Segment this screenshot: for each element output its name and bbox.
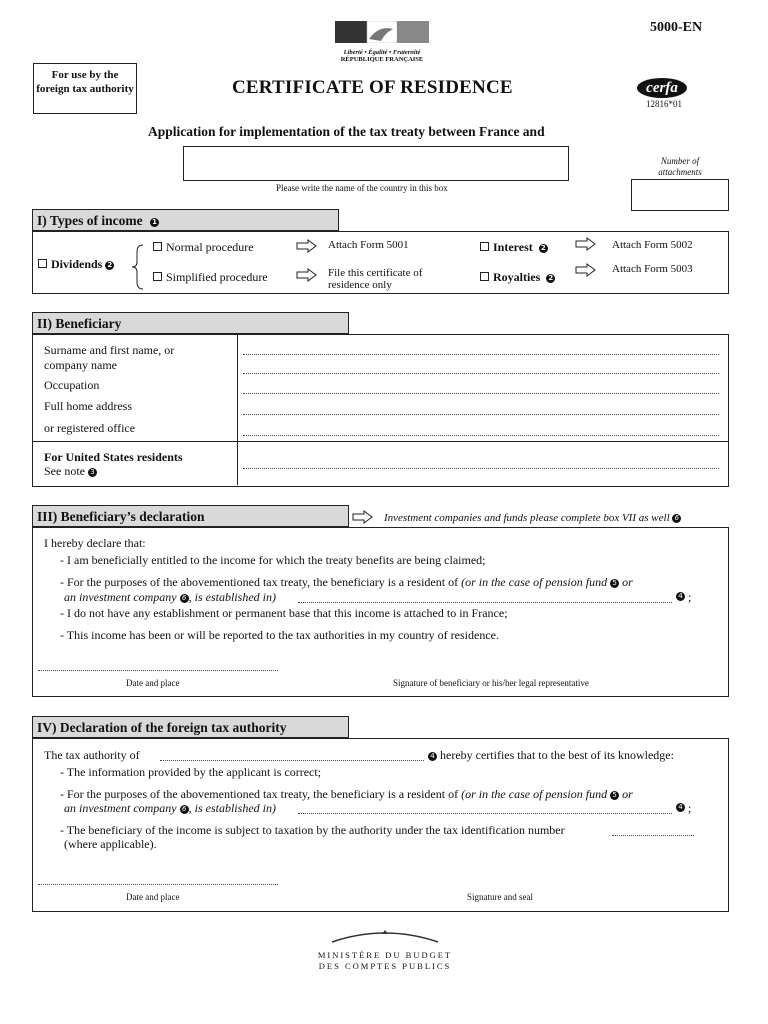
cerfa-number: 12816*01: [646, 99, 682, 109]
note-1-icon: 1: [150, 218, 159, 227]
arrow-right-icon: [296, 239, 318, 253]
logo-republic: RÉPUBLIQUE FRANÇAISE: [340, 56, 424, 63]
note-4-icon: 4: [428, 752, 437, 761]
tax-id-field[interactable]: [612, 834, 694, 836]
royalties-option[interactable]: [480, 270, 555, 285]
declare-intro: I hereby declare that:: [44, 536, 146, 550]
note-6-icon: 6: [180, 594, 189, 603]
authority-line-end: [428, 748, 674, 763]
attachments-input[interactable]: [631, 179, 729, 211]
authority-line-2-text: - For the purposes of the abovementioned tax treaty, the beneficiary is a resident of: [60, 787, 459, 801]
see-note: [44, 464, 97, 479]
section-2-divider-v: [237, 334, 238, 485]
dividends-checkbox[interactable]: [38, 259, 47, 268]
residence-country-field[interactable]: [298, 601, 672, 603]
note-4-icon: 4: [676, 592, 685, 601]
authority-line-2: [60, 787, 700, 802]
authority-line: [44, 748, 140, 763]
arrow-right-icon: [575, 263, 597, 277]
section-4-title: IV) Declaration of the foreign tax authority: [37, 720, 287, 735]
authority-residence-field[interactable]: [298, 812, 672, 814]
normal-procedure-checkbox[interactable]: [153, 242, 162, 251]
note-3-icon: 3: [88, 468, 97, 477]
ministry-arc-icon: [330, 930, 440, 944]
investment-note-text: Investment companies and funds please complete box VII as well: [384, 512, 670, 524]
dividends-label: Dividends: [51, 257, 103, 271]
note-2-icon: 2: [546, 274, 555, 283]
authority-line-3: - The beneficiary of the income is subject to taxation by the authority under the tax identification number: [60, 823, 565, 837]
cerfa-badge: [637, 78, 687, 98]
normal-procedure-label: Normal procedure: [166, 240, 254, 254]
simplified-procedure-option[interactable]: [153, 270, 268, 285]
signature-label-3: Signature of beneficiary or his/her legal representative: [393, 678, 589, 688]
date-place-field-4[interactable]: [38, 883, 278, 885]
attach-5003: Attach Form 5003: [612, 263, 693, 275]
surname-label: Surname and first name, or company name: [44, 343, 175, 372]
simplified-procedure-label: Simplified procedure: [166, 270, 268, 284]
declaration-line-3: - I do not have any establishment or permanent base that this income is attached to in France;: [60, 606, 508, 620]
ministry-line-1: MINISTÈRE DU BUDGET: [317, 950, 453, 960]
royalties-checkbox[interactable]: [480, 272, 489, 281]
note-5-icon: 5: [610, 579, 619, 588]
country-input[interactable]: [183, 146, 569, 181]
declaration-line-1: - I am beneficially entitled to the income for which the treaty benefits are being claimed;: [60, 553, 486, 567]
authority-line-b: hereby certifies that to the best of its knowledge:: [440, 748, 674, 762]
investment-company-text: an investment company: [64, 590, 177, 604]
interest-label: Interest: [493, 240, 533, 254]
section-4-header: [32, 716, 349, 738]
occupation-field[interactable]: [243, 392, 719, 394]
country-hint: Please write the name of the country in this box: [276, 183, 448, 193]
pension-fund-text: (or in the case of pension fund: [461, 575, 608, 589]
authority-line-3b: (where applicable).: [64, 837, 157, 851]
attach-5001: Attach Form 5001: [328, 239, 409, 251]
us-residents-field[interactable]: [243, 467, 719, 469]
address-field[interactable]: [243, 413, 719, 415]
authority-line-a: The tax authority of: [44, 748, 140, 762]
date-place-field-3[interactable]: [38, 669, 278, 671]
cerfa-label: cerfa: [646, 80, 678, 96]
section-1-title: I) Types of income: [37, 213, 143, 228]
semicolon: ;: [688, 590, 692, 604]
ministry-name: [290, 950, 480, 972]
marianne-logo: [335, 21, 429, 63]
semicolon: ;: [688, 801, 692, 815]
brace-icon: [130, 244, 144, 290]
dividends-option[interactable]: [38, 257, 114, 272]
declaration-line-2: [60, 575, 700, 590]
attachments-label: Number of attachments: [658, 156, 702, 177]
date-place-label-3: Date and place: [126, 678, 180, 688]
occupation-label: Occupation: [44, 378, 100, 392]
office-field[interactable]: [243, 434, 719, 436]
tricolor-emblem-icon: [335, 21, 429, 43]
page-title: CERTIFICATE OF RESIDENCE: [232, 77, 513, 98]
address-label: Full home address: [44, 399, 132, 413]
authority-line-1: - The information provided by the applicant is correct;: [60, 765, 322, 779]
section-2-divider-h: [32, 441, 728, 442]
investment-company-text: an investment company: [64, 801, 177, 815]
interest-checkbox[interactable]: [480, 242, 489, 251]
section-3-title: III) Beneficiary’s declaration: [37, 509, 205, 524]
signature-label-4: Signature and seal: [467, 892, 533, 902]
section-2-title: II) Beneficiary: [37, 316, 122, 331]
pension-fund-text: (or in the case of pension fund: [461, 787, 608, 801]
authority-note: For use by the foreign tax authority: [36, 69, 134, 95]
note-4-icon: 4: [676, 803, 685, 812]
section-3-header: [32, 505, 349, 527]
arrow-right-icon: [296, 268, 318, 282]
arrow-right-icon: [575, 237, 597, 251]
authority-country-field[interactable]: [160, 759, 424, 761]
established-text: , is established in): [188, 801, 276, 815]
investment-note: [384, 512, 681, 524]
or-text: or: [622, 787, 633, 801]
note-6-icon: 6: [180, 805, 189, 814]
note-2-icon: 2: [539, 244, 548, 253]
declaration-line-2-text: - For the purposes of the abovementioned tax treaty, the beneficiary is a resident of: [60, 575, 459, 589]
declaration-line-4: - This income has been or will be reported to the tax authorities in my country of residence.: [60, 628, 499, 642]
office-label: or registered office: [44, 421, 136, 435]
us-residents-label: For United States residents: [44, 450, 183, 464]
file-certificate-only: File this certificate of residence only: [328, 267, 423, 291]
declaration-line-2b: [64, 590, 276, 605]
note-5-icon: 5: [610, 791, 619, 800]
established-text: , is established in): [188, 590, 276, 604]
attach-5002: Attach Form 5002: [612, 239, 693, 251]
note-2-icon: 2: [105, 261, 114, 270]
cerfa-logo: [637, 78, 691, 114]
date-place-label-4: Date and place: [126, 892, 180, 902]
subtitle: Application for implementation of the tax treaty between France and: [148, 124, 545, 139]
company-field[interactable]: [243, 372, 719, 374]
royalties-label: Royalties: [493, 270, 541, 284]
surname-field[interactable]: [243, 353, 719, 355]
note-6-icon: 6: [672, 514, 681, 523]
section-1-header: [32, 209, 339, 231]
authority-note-box: [33, 63, 137, 114]
normal-procedure-option[interactable]: [153, 240, 254, 255]
see-note-label: See note: [44, 464, 85, 478]
logo-motto: Liberté • Égalité • Fraternité: [343, 49, 421, 56]
or-text: or: [622, 575, 633, 589]
arrow-right-icon: [352, 510, 374, 524]
ministry-line-2: DES COMPTES PUBLICS: [318, 961, 452, 971]
simplified-procedure-checkbox[interactable]: [153, 272, 162, 281]
interest-option[interactable]: [480, 240, 548, 255]
authority-line-2b: [64, 801, 276, 816]
form-code: 5000-EN: [650, 20, 703, 35]
section-2-header: [32, 312, 349, 334]
